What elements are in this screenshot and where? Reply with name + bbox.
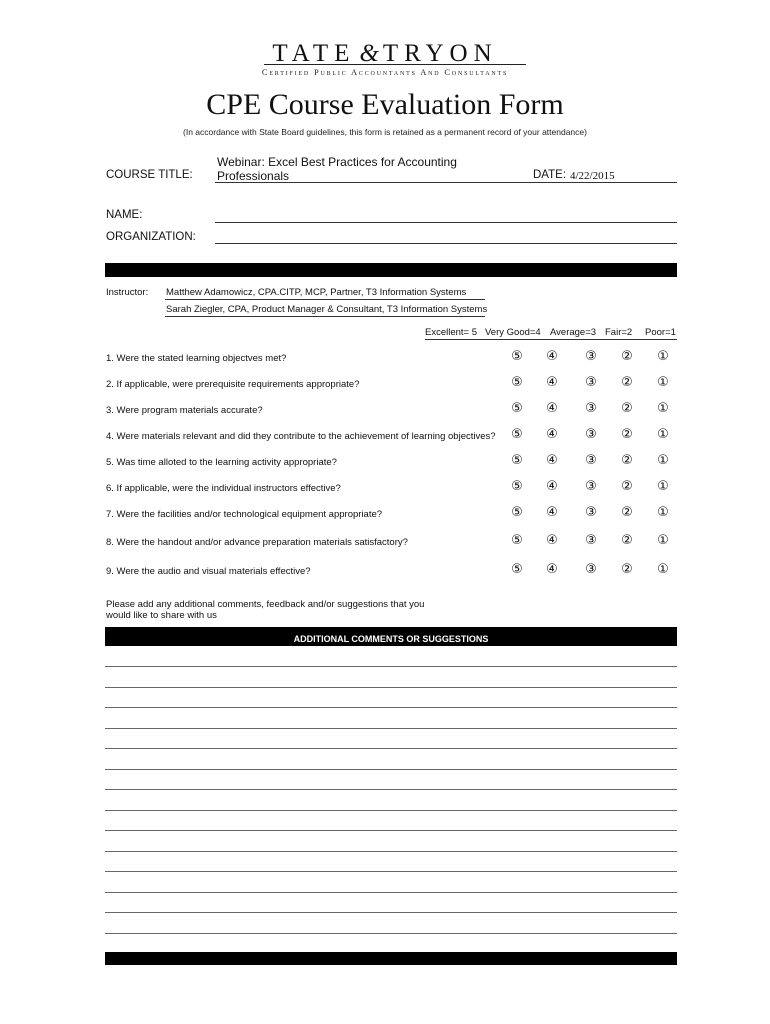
instructor-name: Matthew Adamowicz, CPA.CITP, MCP, Partner, T3 Information Systems — [166, 287, 467, 298]
question-text: 9. Were the audio and visual materials effective? — [106, 566, 311, 577]
rating-option[interactable]: ① — [657, 427, 669, 442]
name-label: NAME: — [106, 209, 143, 221]
rating-option[interactable]: ① — [657, 533, 669, 548]
rating-option[interactable]: ⑤ — [511, 479, 523, 494]
rating-option[interactable]: ④ — [546, 427, 558, 442]
comment-line[interactable] — [105, 851, 677, 852]
comment-line[interactable] — [105, 933, 677, 934]
rating-option[interactable]: ② — [621, 505, 633, 520]
rating-option[interactable]: ③ — [585, 375, 597, 390]
rating-option[interactable]: ③ — [585, 479, 597, 494]
rating-option[interactable]: ③ — [585, 349, 597, 364]
rating-option[interactable]: ⑤ — [511, 349, 523, 364]
rating-option[interactable]: ① — [657, 453, 669, 468]
rating-option[interactable]: ① — [657, 562, 669, 577]
rating-option[interactable]: ③ — [585, 427, 597, 442]
comment-line[interactable] — [105, 687, 677, 688]
logo-rule — [264, 64, 526, 65]
scale-very-good: Very Good=4 — [485, 327, 541, 338]
scale-underline — [425, 339, 677, 340]
rating-option[interactable]: ⑤ — [511, 453, 523, 468]
rating-option[interactable]: ② — [621, 349, 633, 364]
form-subtitle: (In accordance with State Board guidelines, this form is retained as a permanent record of your attendance) — [183, 127, 587, 137]
logo-ampersand: & — [359, 40, 379, 67]
instructor-label: Instructor: — [106, 287, 149, 298]
course-title-value[interactable]: Webinar: Excel Best Practices for Accounting Professionals — [217, 155, 457, 183]
rating-option[interactable]: ④ — [546, 401, 558, 416]
rating-option[interactable]: ② — [621, 533, 633, 548]
rating-option[interactable]: ② — [621, 401, 633, 416]
rating-option[interactable]: ① — [657, 349, 669, 364]
rating-option[interactable]: ⑤ — [511, 562, 523, 577]
rating-option[interactable]: ④ — [546, 533, 558, 548]
rating-option[interactable]: ④ — [546, 479, 558, 494]
rating-option[interactable]: ① — [657, 375, 669, 390]
rating-option[interactable]: ② — [621, 479, 633, 494]
comments-header: ADDITIONAL COMMENTS OR SUGGESTIONS — [105, 627, 677, 646]
question-text: 1. Were the stated learning objectves met? — [106, 353, 287, 364]
date-value[interactable]: 4/22/2015 — [570, 170, 615, 182]
rating-option[interactable]: ③ — [585, 533, 597, 548]
rating-option[interactable]: ② — [621, 453, 633, 468]
question-text: 2. If applicable, were prerequisite requirements appropriate? — [106, 379, 360, 390]
question-text: 6. If applicable, were the individual instructors effective? — [106, 483, 341, 494]
rating-option[interactable]: ⑤ — [511, 427, 523, 442]
comment-line[interactable] — [105, 666, 677, 667]
form-title: CPE Course Evaluation Form — [206, 88, 564, 121]
footer-bar — [105, 952, 677, 965]
course-title-label: COURSE TITLE: — [106, 169, 193, 181]
question-text: 5. Was time alloted to the learning activity appropriate? — [106, 457, 337, 468]
rating-option[interactable]: ① — [657, 401, 669, 416]
rating-option[interactable]: ② — [621, 427, 633, 442]
rating-option[interactable]: ⑤ — [511, 401, 523, 416]
comment-line[interactable] — [105, 769, 677, 770]
comment-line[interactable] — [105, 810, 677, 811]
rating-option[interactable]: ⑤ — [511, 375, 523, 390]
rating-option[interactable]: ③ — [585, 562, 597, 577]
question-text: 4. Were materials relevant and did they contribute to the achievement of learning objectives? — [106, 431, 496, 442]
comments-prompt-line2: would like to share with us — [106, 610, 217, 621]
rating-option[interactable]: ⑤ — [511, 533, 523, 548]
name-field[interactable] — [215, 222, 677, 223]
question-text: 3. Were program materials accurate? — [106, 405, 263, 416]
logo-left-text: TATE — [272, 40, 356, 67]
instructor-underline — [165, 299, 485, 300]
logo-tagline: Certified Public Accountants And Consultants — [261, 67, 509, 77]
scale-poor: Poor=1 — [645, 327, 676, 338]
comment-line[interactable] — [105, 871, 677, 872]
rating-option[interactable]: ③ — [585, 505, 597, 520]
rating-option[interactable]: ② — [621, 375, 633, 390]
rating-option[interactable]: ① — [657, 505, 669, 520]
instructor-underline — [165, 316, 485, 317]
rating-option[interactable]: ① — [657, 479, 669, 494]
rating-option[interactable]: ③ — [585, 453, 597, 468]
scale-excellent: Excellent= 5 — [425, 327, 478, 338]
rating-option[interactable]: ④ — [546, 505, 558, 520]
date-label: DATE: — [533, 169, 567, 181]
question-text: 8. Were the handout and/or advance preparation materials satisfactory? — [106, 537, 408, 548]
course-title-underline — [215, 182, 677, 183]
instructor-name: Sarah Ziegler, CPA, Product Manager & Consultant, T3 Information Systems — [166, 304, 488, 315]
organization-label: ORGANIZATION: — [106, 231, 196, 243]
rating-option[interactable]: ③ — [585, 401, 597, 416]
rating-option[interactable]: ④ — [546, 453, 558, 468]
comments-prompt-line1: Please add any additional comments, feedback and/or suggestions that you — [106, 599, 425, 610]
rating-option[interactable]: ④ — [546, 562, 558, 577]
comment-line[interactable] — [105, 728, 677, 729]
scale-average: Average=3 — [550, 327, 597, 338]
comment-line[interactable] — [105, 830, 677, 831]
comment-line[interactable] — [105, 707, 677, 708]
logo-right-text: TRYON — [382, 40, 498, 67]
comment-line[interactable] — [105, 892, 677, 893]
comment-line[interactable] — [105, 789, 677, 790]
comment-line[interactable] — [105, 748, 677, 749]
rating-option[interactable]: ④ — [546, 349, 558, 364]
organization-field[interactable] — [215, 243, 677, 244]
rating-option[interactable]: ④ — [546, 375, 558, 390]
section-divider-bar — [105, 263, 677, 277]
comment-line[interactable] — [105, 912, 677, 913]
rating-option[interactable]: ⑤ — [511, 505, 523, 520]
scale-fair: Fair=2 — [605, 327, 633, 338]
rating-option[interactable]: ② — [621, 562, 633, 577]
question-text: 7. Were the facilities and/or technological equipment appropriate? — [106, 509, 383, 520]
